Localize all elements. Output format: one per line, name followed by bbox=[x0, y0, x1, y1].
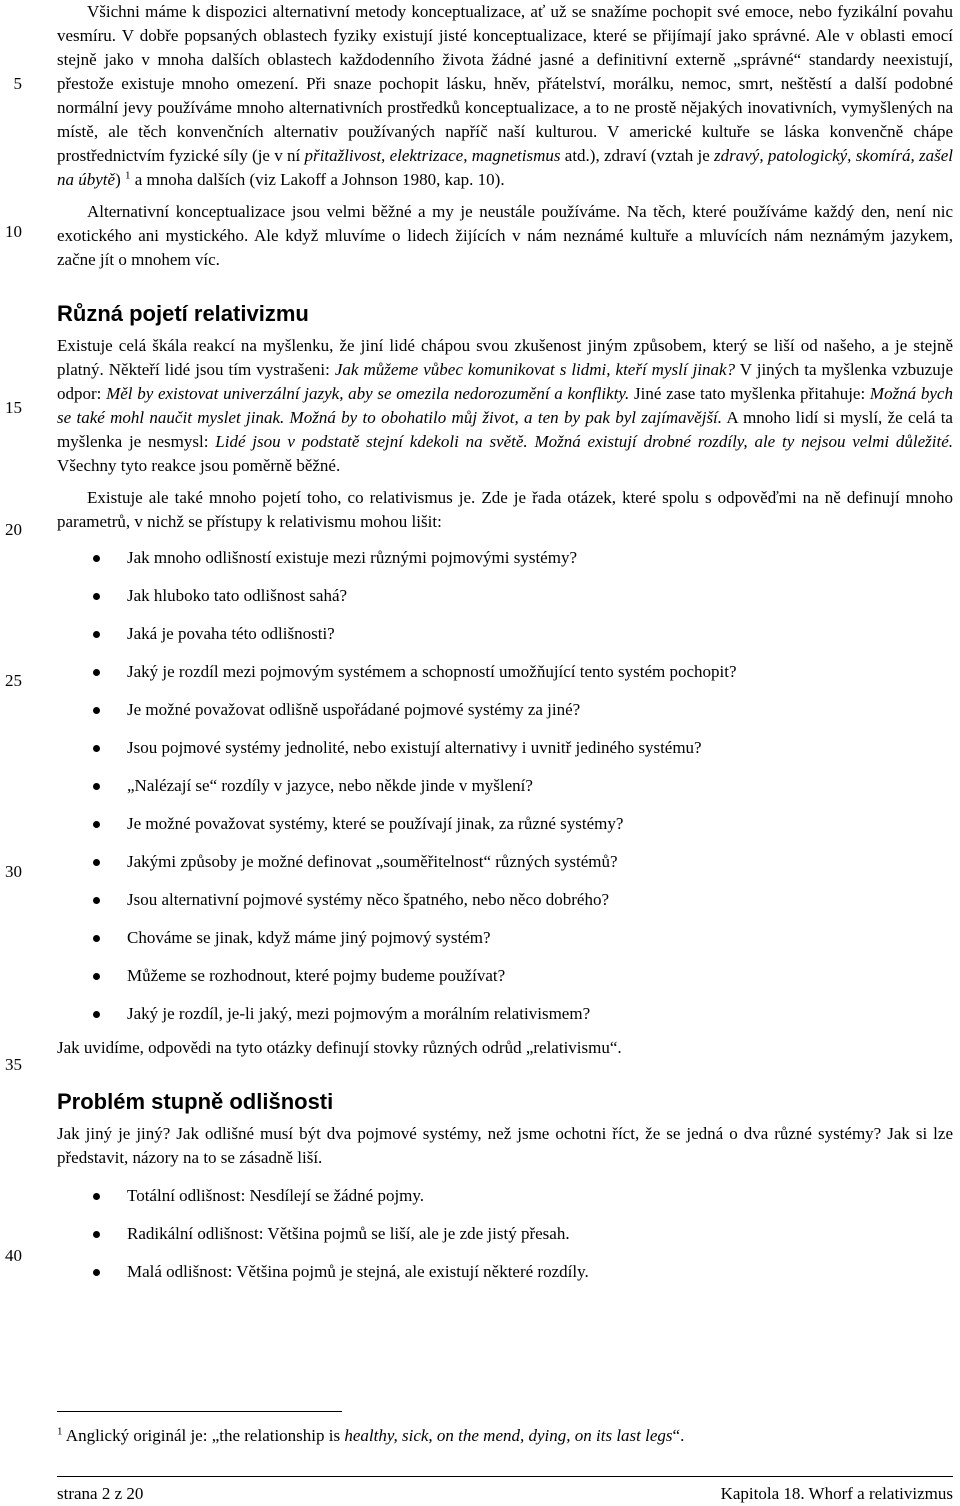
list-item: Totální odlišnost: Nesdílejí se žádné pojmy. bbox=[57, 1184, 953, 1208]
list-item: Jaký je rozdíl mezi pojmovým systémem a schopností umožňující tento systém pochopit? bbox=[57, 660, 953, 684]
line-number: 30 bbox=[5, 862, 22, 881]
list-item: Je možné považovat odlišně uspořádané pojmové systémy za jiné? bbox=[57, 698, 953, 722]
list-item: Malá odlišnost: Většina pojmů je stejná, ale existují některé rozdíly. bbox=[57, 1260, 953, 1284]
list-item: Můžeme se rozhodnout, které pojmy budeme používat? bbox=[57, 964, 953, 988]
list-item: Jakými způsoby je možné definovat „souměřitelnost“ různých systémů? bbox=[57, 850, 953, 874]
bullet-icon bbox=[93, 555, 100, 562]
list-item: Jaký je rozdíl, je-li jaký, mezi pojmovým a morálním relativismem? bbox=[57, 1002, 953, 1026]
list-item: Jaká je povaha této odlišnosti? bbox=[57, 622, 953, 646]
intro-paragraph-2: Alternativní konceptualizace jsou velmi běžné a my je neustále používáme. Na těch, které používáme každý den, není nic exotického ani mystického. Ale když mluvíme o lidech žijících v nám neznámé kultuře a mluvících nám neznámým jazykem, začne jít o mnohem víc. bbox=[57, 202, 953, 269]
section-heading: Různá pojetí relativizmu bbox=[57, 301, 309, 326]
bullet-icon bbox=[93, 1269, 100, 1276]
line-number: 20 bbox=[5, 520, 22, 539]
line-number: 5 bbox=[13, 74, 22, 93]
list-item: Je možné považovat systémy, které se používají jinak, za různé systémy? bbox=[57, 812, 953, 836]
page-body bbox=[57, 0, 953, 1284]
bullet-icon bbox=[93, 1193, 100, 1200]
line-number: 25 bbox=[5, 671, 22, 690]
list-item: Chováme se jinak, když máme jiný pojmový systém? bbox=[57, 926, 953, 950]
list-item: „Nalézají se“ rozdíly v jazyce, nebo někde jinde v myšlení? bbox=[57, 774, 953, 798]
section1-paragraph-2: Existuje ale také mnoho pojetí toho, co relativismus je. Zde je řada otázek, které spolu s odpověďmi na ně definují mnoho parametrů, v nichž se přístupy k relativismu mohou lišit: bbox=[57, 488, 953, 531]
footer-divider bbox=[57, 1476, 953, 1477]
bullet-icon bbox=[93, 1011, 100, 1018]
bullet-icon bbox=[93, 973, 100, 980]
line-number: 15 bbox=[5, 398, 22, 417]
section1-paragraph-3: Jak uvidíme, odpovědi na tyto otázky definují stovky různých odrůd „relativismu“. bbox=[57, 1038, 622, 1057]
difference-list bbox=[57, 1184, 953, 1284]
bullet-icon bbox=[93, 1231, 100, 1238]
chapter-title: Kapitola 18. Whorf a relativizmus bbox=[720, 1484, 953, 1503]
footnote-ref[interactable]: 1 bbox=[125, 169, 131, 182]
list-item: Jak hluboko tato odlišnost sahá? bbox=[57, 584, 953, 608]
section-heading: Problém stupně odlišnosti bbox=[57, 1089, 334, 1114]
section1-paragraph-1: Existuje celá škála reakcí na myšlenku, že jiní lidé chápou svou zkušenost jiným způsobem, který se liší od našeho, a je stejně platný. Někteří lidé jsou tím vystrašeni: Jak můžeme vůbec komunikovat s lidmi, kteří myslí jinak? V jiných ta myšlenka vzbuzuje odpor: Měl by existovat univerzální jazyk, aby se omezila nedorozumění a konflikty. Jiné zase tato myšlenka přitahuje: Možná bych se také mohl naučit myslet jinak. Možná by to obohatilo můj život, a ten by pak byl zajímavější. A mnoho lidí si myslí, že celá ta myšlenka je nesmysl: Lidé jsou v podstatě stejní kdekoli na světě. Možná existují drobné rozdíly, ale ty nejsou velmi důležité. Všechny tyto reakce jsou poměrně běžné. bbox=[57, 336, 954, 475]
footnote: $^1$ Anglický originál je: „the relationship is healthy, sick, on the mend, dying, on its last legs“. bbox=[57, 1425, 685, 1445]
line-number: 40 bbox=[5, 1246, 22, 1265]
bullet-icon bbox=[93, 669, 100, 676]
footnote-divider bbox=[57, 1411, 342, 1412]
bullet-icon bbox=[93, 783, 100, 790]
bullet-icon bbox=[93, 897, 100, 904]
list-item: Jak mnoho odlišností existuje mezi různými pojmovými systémy? bbox=[57, 546, 953, 570]
line-number: 10 bbox=[5, 222, 22, 241]
intro-paragraph-1: Všichni máme k dispozici alternativní metody konceptualizace, ať už se snažíme pochopit své emoce, nebo fyzikální povahu vesmíru. V dobře popsaných oblastech fyziky existují jisté konceptualizace, které se přijímají jako správné. Ale v oblasti emocí stejně jako v mnoha dalších oblastech každodenního života žádné jasné a definitivní externě „správné“ standardy neexistují, přestože existuje mnoho omezení. Při snaze pochopit lásku, hněv, přátelství, morálku, nemoc, smrt, neštěstí a další podobné normální jevy používáme mnoho alternativních prostředků konceptualizace, a to ne prostě nějakých inovativních, vymyšlených na místě, ale těch konvenčních alternativ používaných napříč naší kulturou. V americké kultuře se láska konvenčně chápe prostřednictvím fyzické síly (je v ní přitažlivost, elektrizace, magnetismus atd.), zdraví (vztah je zdravý, patologický, skomírá, zašel na úbytě) $^1$ a mnoha dalších (viz Lakoff a Johnson 1980, kap. 10). bbox=[57, 2, 953, 189]
bullet-icon bbox=[93, 593, 100, 600]
list-item: Jsou pojmové systémy jednolité, nebo existují alternativy i uvnitř jediného systému? bbox=[57, 736, 953, 760]
bullet-icon bbox=[93, 631, 100, 638]
page-number: strana 2 z 20 bbox=[57, 1484, 144, 1503]
bullet-icon bbox=[93, 859, 100, 866]
line-number: 35 bbox=[5, 1055, 22, 1074]
section2-paragraph-1: Jak jiný je jiný? Jak odlišné musí být dva pojmové systémy, než jsme ochotni říct, že se jedná o dva různé systémy? Jak si lze představit, názory na to se zásadně liší. bbox=[57, 1124, 953, 1167]
list-item: Radikální odlišnost: Většina pojmů se liší, ale je zde jistý přesah. bbox=[57, 1222, 953, 1246]
bullet-icon bbox=[93, 935, 100, 942]
bullet-icon bbox=[93, 821, 100, 828]
bullet-icon bbox=[93, 745, 100, 752]
list-item: Jsou alternativní pojmové systémy něco špatného, nebo něco dobrého? bbox=[57, 888, 953, 912]
bullet-icon bbox=[93, 707, 100, 714]
question-list bbox=[57, 546, 953, 1026]
